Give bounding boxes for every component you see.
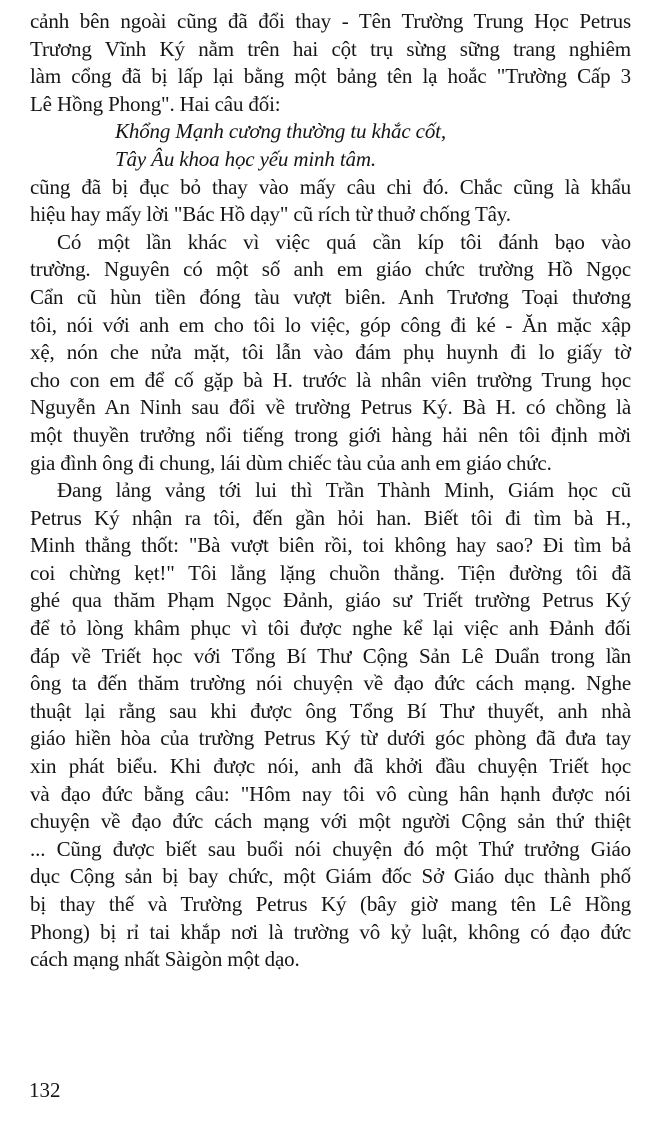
text-line: chuyện về đạo đức cách mạng với một người Cộng sản thứ thiệt — [30, 809, 631, 834]
text-line: cách mạng nhất Sàigòn một dạo. — [30, 947, 300, 972]
text-line: tôi, nói với anh em cho tôi lo việc, góp công đi ké - Ăn mặc xập — [30, 312, 631, 337]
text-line: một thuyền trưởng nổi tiếng trong giới hàng hải nên tôi định mời — [30, 422, 631, 447]
text-line: trường. Nguyên có một số anh em giáo chức trường Hồ Ngọc — [30, 257, 631, 282]
text-line: gia đình ông đi chung, lái dùm chiếc tàu của anh em giáo chức. — [30, 450, 552, 475]
paragraph-tran-thanh-minh — [30, 477, 631, 974]
text-line: để tỏ lòng khâm phục vì tôi được nghe kể lại việc anh Đảnh đối — [30, 616, 631, 641]
verse-line: Tây Âu khoa học yếu minh tâm. — [115, 146, 377, 171]
page-number: 132 — [29, 1078, 61, 1102]
text-line: ... Cũng được biết sau buổi nói chuyện đó một Thứ trưởng Giáo — [30, 836, 631, 861]
text-line: Trương Vĩnh Ký nằm trên hai cột trụ sừng sững trang nghiêm — [30, 36, 631, 61]
paragraph-continuation-1 — [30, 8, 631, 118]
text-line: ông ta đến thăm trường nói chuyện về đạo đức cách mạng. Nghe — [30, 671, 631, 696]
text-line: Có một lần khác vì việc quá cần kíp tôi đánh bạo vào — [57, 229, 631, 254]
text-line: Nguyễn An Ninh sau đổi về trường Petrus Ký. Bà H. có chồng là — [30, 395, 631, 420]
text-line: coi chừng kẹt!" Tôi lẳng lặng chuồn thẳng. Tiện đường tôi đã — [30, 560, 631, 585]
text-line: hiệu hay mấy lời "Bác Hồ dạy" cũ rích từ thuở chống Tây. — [30, 202, 511, 227]
text-line: cảnh bên ngoài cũng đã đổi thay - Tên Trường Trung Học Petrus — [30, 9, 631, 33]
text-line: Petrus Ký nhận ra tôi, đến gần hỏi han. Biết tôi đi tìm bà H., — [30, 505, 631, 530]
text-line: đáp về Triết học với Tổng Bí Thư Cộng Sản Lê Duẩn trong lần — [30, 643, 631, 668]
paragraph-school-visit — [30, 229, 631, 477]
text-line: Phong) bị rỉ tai khắp nơi là trường vô kỷ luật, không có đạo đức — [30, 919, 631, 944]
text-line: cũng đã bị đục bỏ thay vào mấy câu chi đó. Chắc cũng là khẩu — [30, 174, 631, 199]
text-line: bị thay thế và Trường Petrus Ký (bây giờ mang tên Lê Hồng — [30, 892, 631, 916]
book-page-text — [30, 8, 631, 974]
paragraph-continuation-2 — [30, 174, 631, 229]
text-line: thuật lại rằng sau khi được ông Tổng Bí Thư thuyết, anh nhà — [30, 698, 631, 723]
text-line: dục Cộng sản bị bay chức, một Giám đốc Sở Giáo dục thành phố — [30, 864, 631, 889]
text-line: xệ, nón che nửa mặt, tôi lẫn vào đám phụ huynh đi lo giấy tờ — [30, 340, 631, 365]
text-line: Đang lảng vảng tới lui thì Trần Thành Minh, Giám học cũ — [57, 478, 631, 503]
text-line: và đạo đức bằng câu: "Hôm nay tôi vô cùng hân hạnh được nói — [30, 781, 631, 806]
text-line: giáo hiền hòa của trường Petrus Ký từ dưới góc phòng đã đưa tay — [30, 726, 631, 751]
text-line: ghé qua thăm Phạm Ngọc Đảnh, giáo sư Triết trường Petrus Ký — [30, 588, 631, 613]
text-line: Lê Hồng Phong". Hai câu đối: — [30, 91, 281, 116]
text-line: xin phát biểu. Khi được nói, anh đã khởi đầu chuyện Triết học — [30, 754, 631, 779]
text-line: Cẩn cũ hùn tiền đóng tàu vượt biên. Anh Trương Toại thương — [30, 284, 631, 309]
couplet-verse — [30, 118, 631, 173]
verse-line: Khổng Mạnh cương thường tu khắc cốt, — [115, 119, 446, 144]
text-line: cho con em để cố gặp bà H. trước là nhân viên trường Trung học — [30, 367, 631, 392]
text-line: làm cổng đã bị lấp lại bằng một bảng tên lạ hoắc "Trường Cấp 3 — [30, 64, 631, 89]
text-line: Minh thẳng thốt: "Bà vượt biên rồi, toi không hay sao? Đi tìm bả — [30, 533, 631, 558]
